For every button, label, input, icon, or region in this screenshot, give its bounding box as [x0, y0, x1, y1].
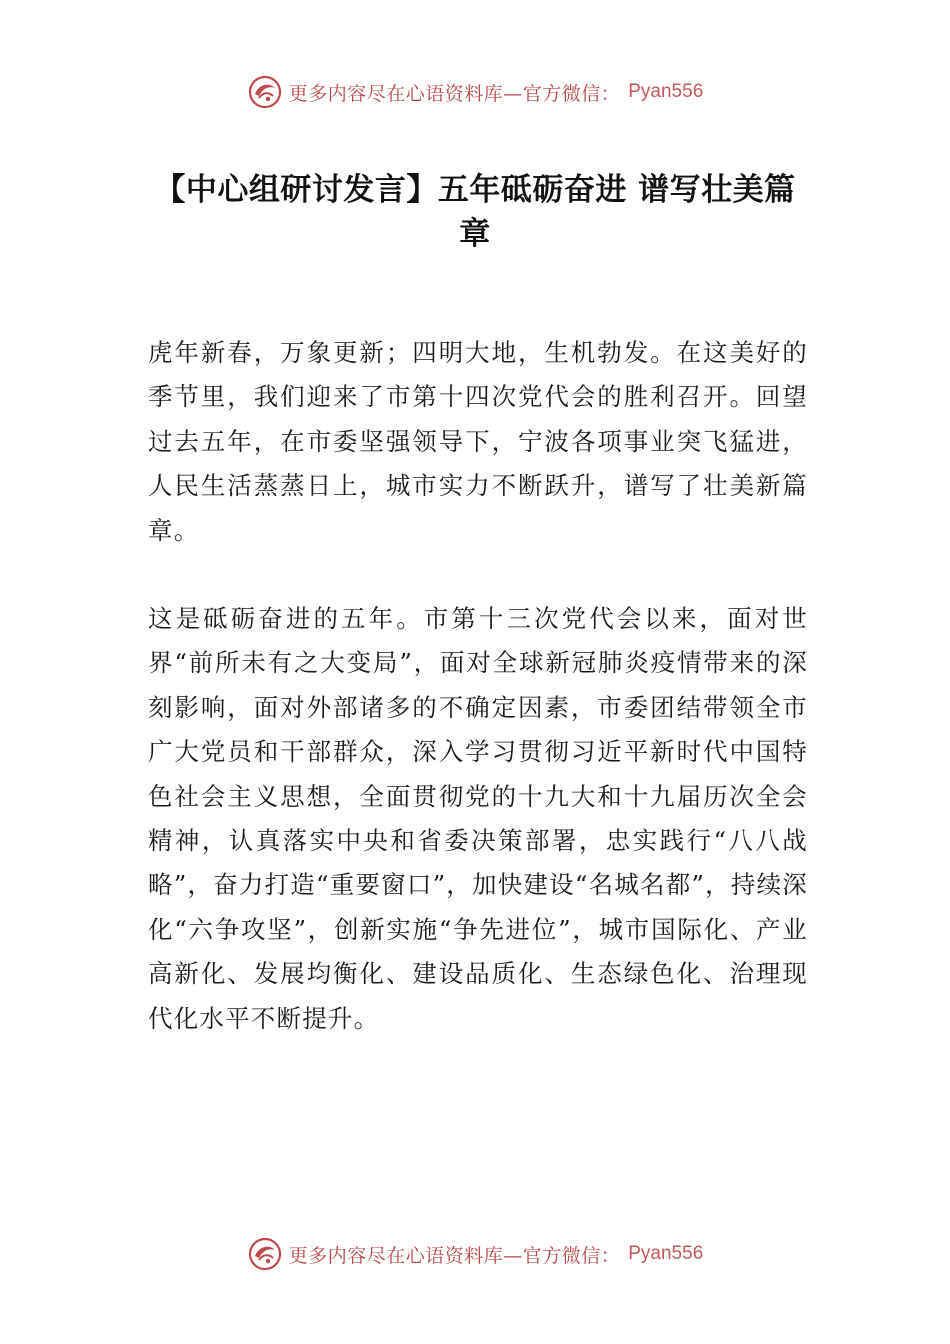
document-title: 【中心组研讨发言】五年砥砺奋进 谱写壮美篇章: [154, 172, 796, 252]
brand-logo-icon: [247, 1236, 283, 1272]
document-body: [148, 331, 808, 1085]
brand-logo-icon: [247, 74, 283, 110]
wechat-id: Pyan556: [628, 1243, 704, 1264]
wechat-id: Pyan556: [628, 81, 704, 102]
paragraph: 虎年新春，万象更新；四明大地，生机勃发。在这美好的季节里，我们迎来了市第十四次党代会的胜利召开。回望过去五年，在市委坚强领导下，宁波各项事业突飞猛进，人民生活蒸蒸日上，城市实力不断跃升，谱写了壮美新篇章。: [148, 338, 808, 545]
footer-watermark-banner: [0, 1234, 950, 1274]
paragraph: 这是砥砺奋进的五年。市第十三次党代会以来，面对世界“前所未有之大变局”，面对全球新冠肺炎疫情带来的深刻影响，面对外部诸多的不确定因素，市委团结带领全市广大党员和干部群众，深入学习贯彻习近平新时代中国特色社会主义思想，全面贯彻党的十九大和十九届历次全会精神，认真落实中央和省委决策部署，忠实践行“八八战略”，奋力打造“重要窗口”，加快建设“名城名都”，持续深化“六争攻坚”，创新实施“争先进位”，城市国际化、产业高新化、发展均衡化、建设品质化、生态绿色化、治理现代化水平不断提升。: [148, 604, 808, 1033]
banner-text: 更多内容尽在心语资料库—官方微信：: [288, 1244, 621, 1267]
header-watermark-banner: [0, 72, 950, 112]
banner-text: 更多内容尽在心语资料库—官方微信：: [288, 82, 621, 105]
